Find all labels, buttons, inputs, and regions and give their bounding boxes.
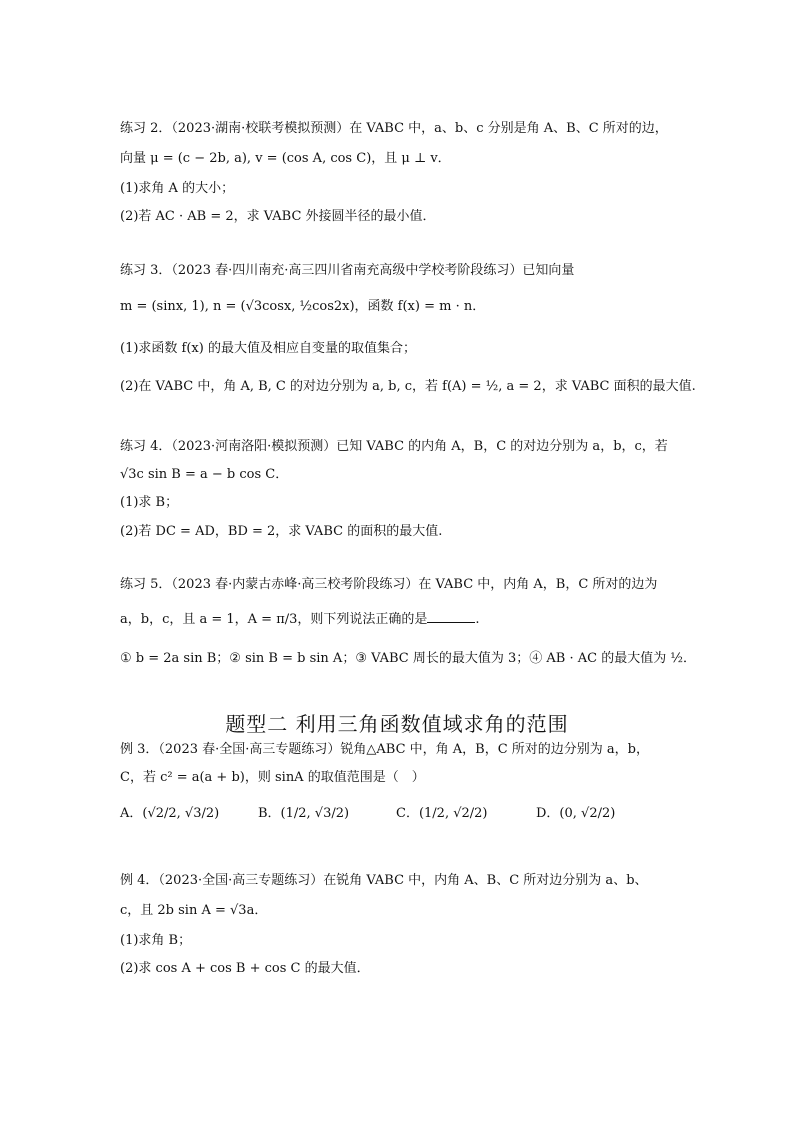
exercise-4-question-1: (1)求 B； [120,495,179,510]
example-3-line-2: C，若 c² = a(a + b)，则 sinA 的取值范围是（ ） [120,770,425,785]
exercise-4-line-2: √3c sin B = a − b cos C． [120,467,289,482]
choice-a: A．(√2/2, √3/2) [120,806,220,821]
exercise-2-question-2: (2)若 AC · AB = 2，求 VABC 外接圆半径的最小值． [120,209,436,224]
exercise-2-line-1: 练习 2．（2023·湖南·校联考模拟预测）在 VABC 中，a、b、c 分别是角 A、B、C 所对的边， [120,121,668,136]
example-4-question-1: (1)求角 B； [120,933,192,948]
exercise-3-question-2: (2)在 VABC 中，角 A, B, C 的对边分别为 a, b, c，若 f(A) = ½, a = 2，求 VABC 面积的最大值. [120,379,696,394]
exercise-3-question-1: (1)求函数 f(x) 的最大值及相应自变量的取值集合； [120,341,416,356]
example-4-question-2: (2)求 cos A + cos B + cos C 的最大值． [120,961,370,976]
exercise-2-line-2: 向量 μ = (c − 2b, a), v = (cos A, cos C)，且 μ ⊥ v． [120,151,451,166]
answer-blank [427,610,475,623]
exercise-2-question-1: (1)求角 A 的大小； [120,181,235,196]
exercise-5-options: ① b = 2a sin B；② sin B = b sin A；③ VABC 周长的最大值为 3；④ AB · AC 的最大值为 ½． [120,651,696,666]
choice-d: D．(0, √2/2) [536,806,616,821]
exercise-5-line-2-text: a，b，c，且 a = 1，A = π/3，则下列说法正确的是 [120,612,428,627]
exercise-5-line-1: 练习 5．（2023 春·内蒙古赤峰·高三校考阶段练习）在 VABC 中，内角 A，B，C 所对的边为 [120,577,658,592]
choice-b: B．(1/2, √3/2) [258,806,350,821]
exercise-5-line-2-end: . [475,612,480,627]
exercise-4-question-2: (2)若 DC = AD，BD = 2，求 VABC 的面积的最大值. [120,524,443,539]
exercise-5-line-2 [120,610,680,629]
exercise-3-line-2: m = (sinx, 1), n = (√3cosx, ½cos2x)，函数 f(x) = m · n． [120,299,486,314]
exercise-3-line-1: 练习 3．（2023 春·四川南充·高三四川省南充高级中学校考阶段练习）已知向量 [120,263,575,278]
example-3-line-1: 例 3．（2023 春·全国·高三专题练习）锐角△ABC 中，角 A，B，C 所对的边分别为 a，b， [120,742,650,757]
exercise-4-line-1: 练习 4．（2023·河南洛阳·模拟预测）已知 VABC 的内角 A，B，C 的对边分别为 a，b，c，若 [120,439,668,454]
example-4-line-2: c，且 2b sin A = √3a． [120,903,268,918]
example-4-line-1: 例 4．（2023·全国·高三专题练习）在锐角 VABC 中，内角 A、B、C 所对边分别为 a、b、 [120,873,648,888]
choice-c: C．(1/2, √2/2) [396,806,488,821]
section-heading: 题型二 利用三角函数值域求角的范围 [225,712,569,736]
